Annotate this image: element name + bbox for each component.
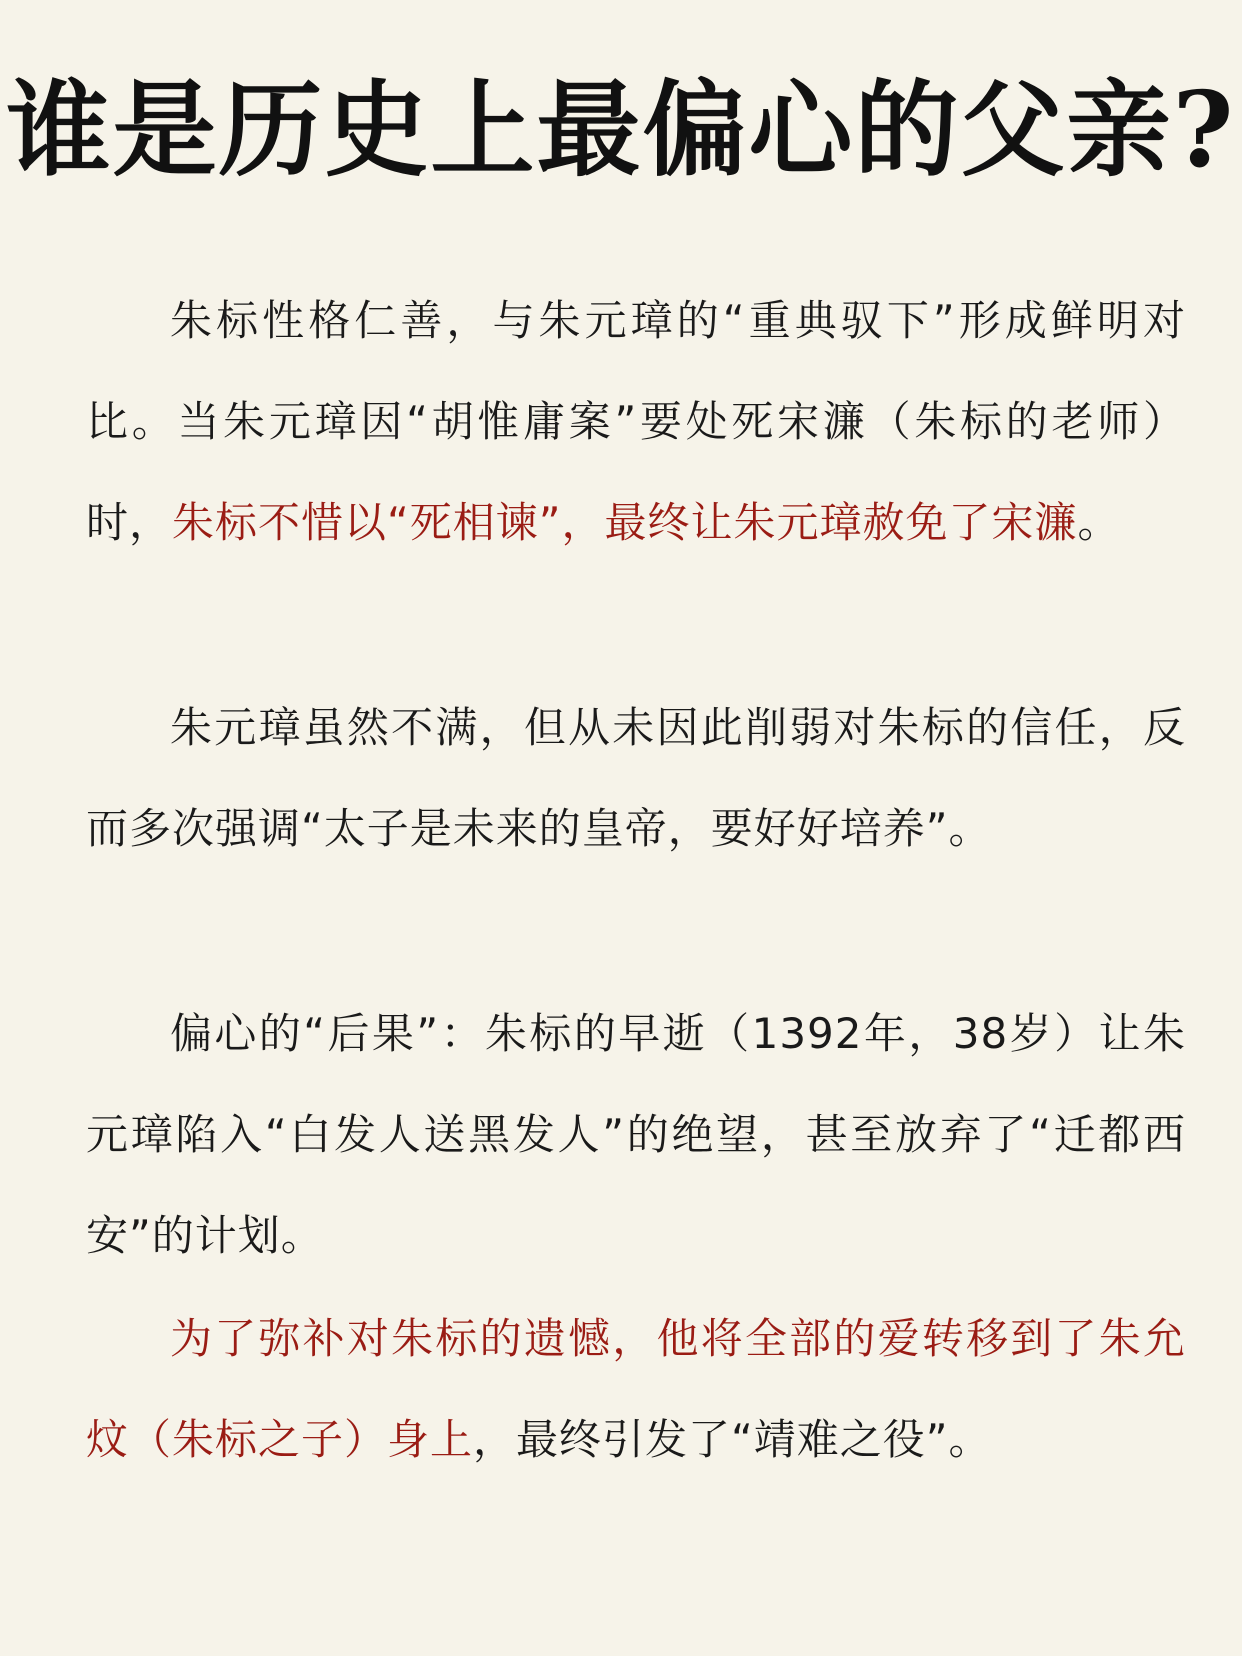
text-segment: 朱标性格仁善，与朱元璋的“重典驭下”形成鲜明对比。当朱元璋因“胡惟庸案”要处死宋濂（朱标的老师）时， bbox=[86, 296, 1186, 547]
text-segment: ，最终引发了“靖难之役”。 bbox=[473, 1415, 992, 1464]
highlighted-text: 朱标不惜以“死相谏”，最终让朱元璋赦免了宋濂 bbox=[172, 498, 1078, 547]
highlighted-text: 为了弥补对朱标的遗憾，他将全部的爱转移到了朱允炆（朱标之子）身上 bbox=[86, 1314, 1186, 1464]
paragraph-1 bbox=[86, 270, 1186, 573]
text-segment: 偏心的“后果”：朱标的早逝（1392年，38岁）让朱元璋陷入“白发人送黑发人”的绝望，甚至放弃了“迁都西安”的计划。 bbox=[86, 1009, 1186, 1260]
page-title: 谁是历史上最偏心的父亲? bbox=[6, 68, 1236, 191]
text-segment: 。 bbox=[1077, 498, 1121, 547]
paragraph-3 bbox=[86, 983, 1186, 1286]
text-segment: 朱元璋虽然不满，但从未因此削弱对朱标的信任，反而多次强调“太子是未来的皇帝，要好好培养”。 bbox=[86, 703, 1186, 853]
paragraph-4 bbox=[86, 1288, 1186, 1490]
paragraph-2 bbox=[86, 677, 1186, 879]
